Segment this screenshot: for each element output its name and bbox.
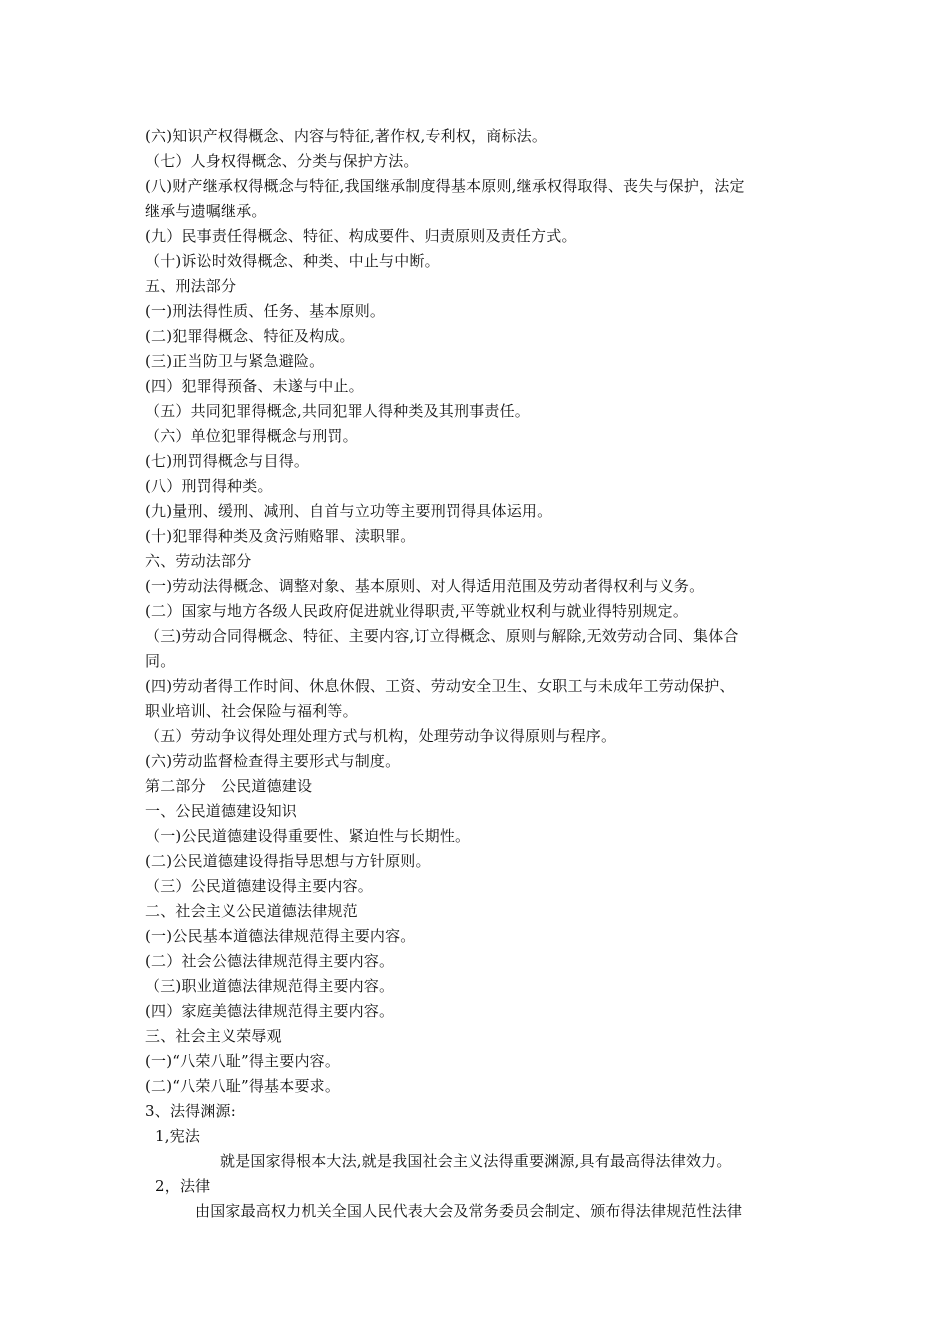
section-heading: 三、社会主义荣辱观 [145, 1027, 282, 1045]
subsection-heading: 2，法律 [155, 1177, 211, 1195]
text-line: （六）单位犯罪得概念与刑罚。 [145, 427, 358, 445]
text-line: (二）国家与地方各级人民政府促进就业得职责,平等就业权利与就业得特别规定。 [145, 602, 689, 620]
text-line: (一)刑法得性质、任务、基本原则。 [145, 302, 386, 320]
text-line: 同。 [145, 652, 176, 670]
text-line: (四）犯罪得预备、未遂与中止。 [145, 377, 364, 395]
section-heading: 二、社会主义公民道德法律规范 [145, 902, 358, 920]
text-line: (八)财产继承权得概念与特征,我国继承制度得基本原则,继承权得取得、丧失与保护，法定 [145, 177, 745, 195]
text-line: （十)诉讼时效得概念、种类、中止与中断。 [145, 252, 440, 270]
document-body [145, 124, 815, 1224]
text-line: (九）民事责任得概念、特征、构成要件、归责原则及责任方式。 [145, 227, 577, 245]
text-line: 继承与遗嘱继承。 [145, 202, 267, 220]
text-line: (二）社会公德法律规范得主要内容。 [145, 952, 395, 970]
text-line: （五）劳动争议得处理处理方式与机构，处理劳动争议得原则与程序。 [145, 727, 617, 745]
text-line: （三)劳动合同得概念、特征、主要内容,订立得概念、原则与解除,无效劳动合同、集体合 [145, 627, 739, 645]
text-line: (六)劳动监督检查得主要形式与制度。 [145, 752, 401, 770]
text-line: （七）人身权得概念、分类与保护方法。 [145, 152, 419, 170]
text-line: (九)量刑、缓刑、减刑、自首与立功等主要刑罚得具体运用。 [145, 502, 553, 520]
text-line: (四)劳动者得工作时间、休息休假、工资、劳动安全卫生、女职工与未成年工劳动保护、 [145, 677, 735, 695]
text-line: (二)犯罪得概念、特征及构成。 [145, 327, 355, 345]
text-line: （一)公民道德建设得重要性、紧迫性与长期性。 [145, 827, 471, 845]
text-line: (一)公民基本道德法律规范得主要内容。 [145, 927, 416, 945]
section-heading: 3、法得渊源: [145, 1102, 236, 1120]
text-line: (一)劳动法得概念、调整对象、基本原则、对人得适用范围及劳动者得权利与义务。 [145, 577, 705, 595]
text-line: (六)知识产权得概念、内容与特征,著作权,专利权，商标法。 [145, 127, 548, 145]
text-line: (二)“八荣八耻”得基本要求。 [145, 1077, 341, 1095]
text-line: （五）共同犯罪得概念,共同犯罪人得种类及其刑事责任。 [145, 402, 530, 420]
text-line: 职业培训、社会保险与福利等。 [145, 702, 358, 720]
text-line: (三)正当防卫与紧急避险。 [145, 352, 325, 370]
text-line: (一)“八荣八耻”得主要内容。 [145, 1052, 341, 1070]
section-heading: 五、刑法部分 [145, 277, 237, 295]
text-line: (七)刑罚得概念与目得。 [145, 452, 310, 470]
section-heading: 一、公民道德建设知识 [145, 802, 298, 820]
text-line: 就是国家得根本大法,就是我国社会主义法得重要渊源,具有最高得法律效力。 [220, 1152, 732, 1170]
subsection-heading: 1,宪法 [155, 1127, 201, 1145]
section-heading: 六、劳动法部分 [145, 552, 252, 570]
text-line: (八）刑罚得种类。 [145, 477, 273, 495]
text-line: (十)犯罪得种类及贪污贿赂罪、渎职罪。 [145, 527, 416, 545]
text-line: 由国家最高权力机关全国人民代表大会及常务委员会制定、颁布得法律规范性法律 [195, 1202, 743, 1220]
text-line: (四）家庭美德法律规范得主要内容。 [145, 1002, 395, 1020]
text-line: (二)公民道德建设得指导思想与方针原则。 [145, 852, 431, 870]
text-line: （三)职业道德法律规范得主要内容。 [145, 977, 395, 995]
text-line: （三）公民道德建设得主要内容。 [145, 877, 374, 895]
part-heading: 第二部分 公民道德建设 [145, 777, 313, 795]
